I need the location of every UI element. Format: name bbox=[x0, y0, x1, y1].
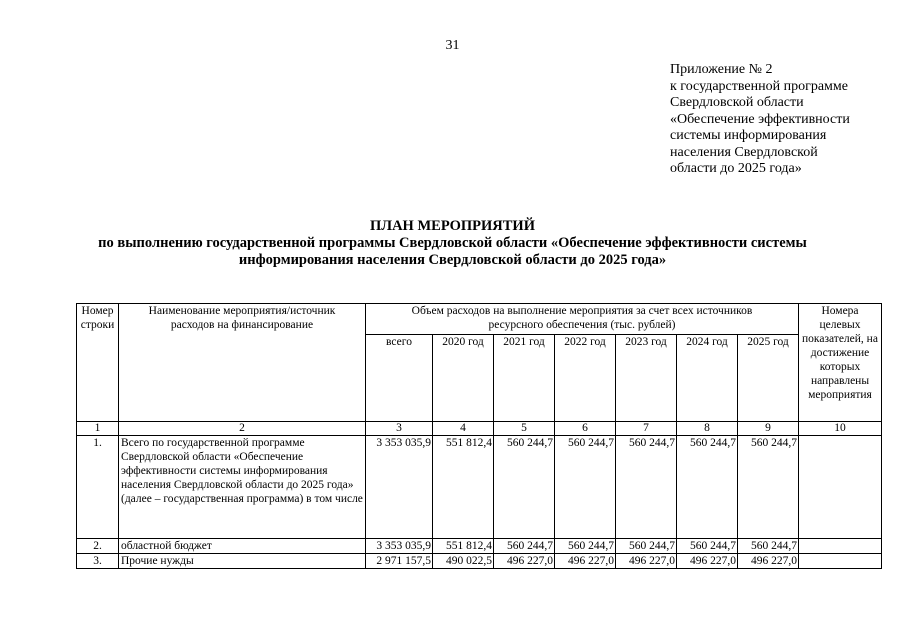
title-line-3: информирования населения Свердловской области до 2025 года» bbox=[238, 252, 667, 268]
row-number: 1. bbox=[77, 436, 119, 539]
row-value: 560 244,7 bbox=[616, 539, 677, 554]
appendix-note bbox=[670, 62, 890, 178]
row-value: 496 227,0 bbox=[494, 554, 555, 569]
column-index: 9 bbox=[738, 422, 799, 436]
row-number: 2. bbox=[77, 539, 119, 554]
header-year-total: всего bbox=[366, 335, 433, 422]
table-row bbox=[77, 539, 882, 554]
title-line-1: ПЛАН МЕРОПРИЯТИЙ bbox=[370, 218, 535, 234]
title-line-2: по выполнению государственной программы Свердловской области «Обеспечение эффективности системы bbox=[98, 235, 807, 251]
row-indicators bbox=[799, 554, 882, 569]
row-value: 560 244,7 bbox=[677, 436, 738, 539]
appendix-line: системы информирования bbox=[670, 128, 827, 143]
appendix-line: Приложение № 2 bbox=[670, 62, 773, 77]
header-year-2025: 2025 год bbox=[738, 335, 799, 422]
row-name: Прочие нужды bbox=[119, 554, 366, 569]
column-index: 2 bbox=[119, 422, 366, 436]
row-value: 560 244,7 bbox=[677, 539, 738, 554]
row-value: 3 353 035,9 bbox=[366, 539, 433, 554]
header-row-number: Номер строки bbox=[77, 304, 119, 422]
plan-table bbox=[76, 303, 882, 569]
header-volume: Объем расходов на выполнение мероприятия за счет всех источников ресурсного обеспечения (тыс. рублей) bbox=[366, 304, 799, 335]
header-name: Наименование мероприятия/источник расходов на финансирование bbox=[119, 304, 366, 422]
row-value: 551 812,4 bbox=[433, 436, 494, 539]
table-row bbox=[77, 554, 882, 569]
row-value: 551 812,4 bbox=[433, 539, 494, 554]
header-year-2020: 2020 год bbox=[433, 335, 494, 422]
row-value: 490 022,5 bbox=[433, 554, 494, 569]
row-value: 560 244,7 bbox=[616, 436, 677, 539]
column-index: 4 bbox=[433, 422, 494, 436]
row-indicators bbox=[799, 436, 882, 539]
row-value: 496 227,0 bbox=[738, 554, 799, 569]
column-index: 8 bbox=[677, 422, 738, 436]
row-value: 496 227,0 bbox=[555, 554, 616, 569]
row-value: 560 244,7 bbox=[738, 436, 799, 539]
row-value: 560 244,7 bbox=[555, 436, 616, 539]
document-title bbox=[0, 218, 905, 269]
header-year-2022: 2022 год bbox=[555, 335, 616, 422]
row-value: 3 353 035,9 bbox=[366, 436, 433, 539]
row-value: 2 971 157,5 bbox=[366, 554, 433, 569]
row-value: 560 244,7 bbox=[555, 539, 616, 554]
column-index: 1 bbox=[77, 422, 119, 436]
row-value: 560 244,7 bbox=[494, 539, 555, 554]
appendix-line: области до 2025 года» bbox=[670, 161, 802, 176]
appendix-line: Свердловской области bbox=[670, 95, 804, 110]
header-year-2024: 2024 год bbox=[677, 335, 738, 422]
column-index: 3 bbox=[366, 422, 433, 436]
column-index: 10 bbox=[799, 422, 882, 436]
row-value: 560 244,7 bbox=[738, 539, 799, 554]
column-index: 6 bbox=[555, 422, 616, 436]
page-number: 31 bbox=[445, 38, 460, 53]
row-value: 560 244,7 bbox=[494, 436, 555, 539]
appendix-line: населения Свердловской bbox=[670, 144, 818, 160]
row-name: областной бюджет bbox=[119, 539, 366, 554]
row-indicators bbox=[799, 539, 882, 554]
header-year-2023: 2023 год bbox=[616, 335, 677, 422]
row-number: 3. bbox=[77, 554, 119, 569]
column-index: 7 bbox=[616, 422, 677, 436]
column-index: 5 bbox=[494, 422, 555, 436]
appendix-line: к государственной программе bbox=[670, 78, 848, 94]
row-value: 496 227,0 bbox=[616, 554, 677, 569]
header-year-2021: 2021 год bbox=[494, 335, 555, 422]
appendix-line: «Обеспечение эффективности bbox=[670, 111, 850, 127]
table-row bbox=[77, 436, 882, 539]
row-name: Всего по государственной программе Свердловской области «Обеспечение эффективности системы информирования населения Свердловской области до 2025 года» (далее – государственная программа) в том числе bbox=[119, 436, 366, 539]
header-indicators: Номера целевых показателей, на достижение которых направлены мероприятия bbox=[799, 304, 882, 422]
row-value: 496 227,0 bbox=[677, 554, 738, 569]
